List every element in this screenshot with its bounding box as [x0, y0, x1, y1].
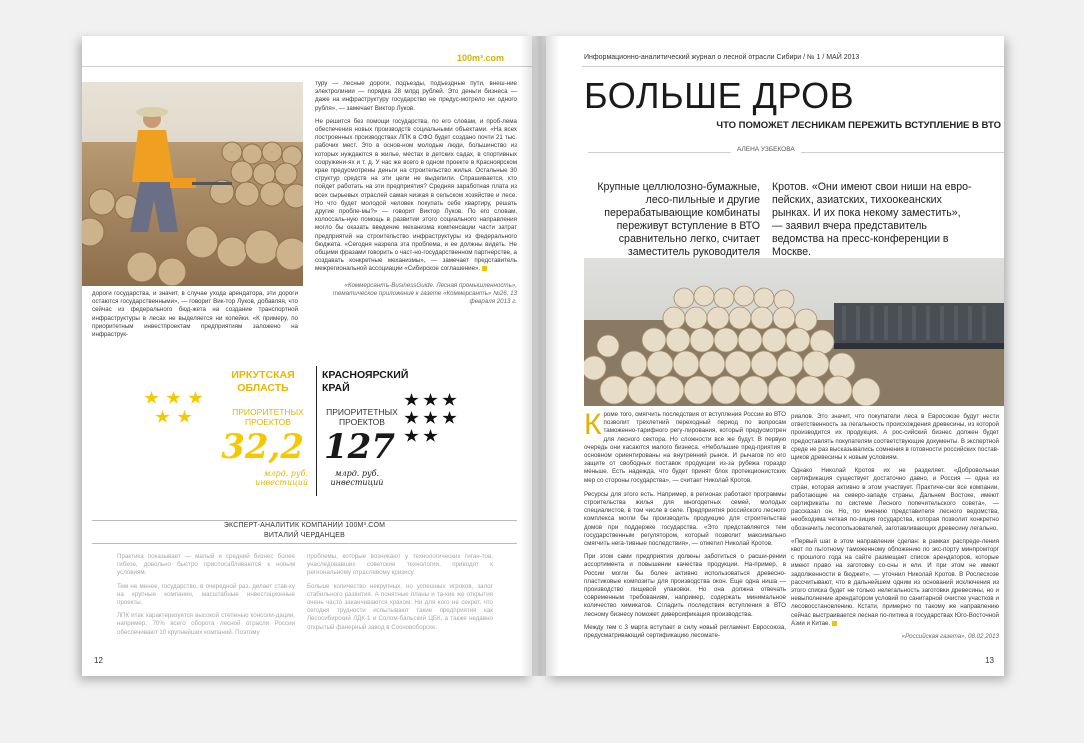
paragraph: Ресурсы для этого есть. Например, в регионах работают программы строительства жилья для многодетных семей, молодых специалистов, в том числе в селе. Предприятия российского лесного комплекса могли бы производить продукцию для строительства домов при поддержке государства. «Это представляется тем государственным регулятором, который позволит максимально смягчить нега-тивные последствия», — отметил Николай Кротов.	[584, 490, 786, 548]
stat-label: ПРИОРИТЕТНЫХ ПРОЕКТОВ	[232, 407, 304, 427]
expert-rule	[92, 520, 517, 521]
paragraph: К роме того, смягчить последствия от вступления России во ВТО позволит трехлетний переходный период по вопросам таможенно-тарифного регу-лирования, который предусмотрен для лесного сектора. Но сложности все же будут. В первую очередь они касаются малого бизнеса. «Небольшие пред-приятия в основном ориентированы на внутренний рынок. И рычагов по его защите от свободных поставок продукции из-за рубежа гораздо меньше. Есть надежда, что будет принят блок протекционистских мер со стороны государства», — считает Николай Кротов.	[584, 408, 786, 484]
source-credit: «Коммерсантъ-BusinessGuide. Лесная промышленность», тематическое приложение к газете «Коммерсантъ» №26, 13 февраля 2013 г.	[332, 281, 517, 306]
left-top-column	[315, 80, 517, 311]
paragraph: дороги государства, и значит, в случае ухода арендатора, эти дороги остаются государственными», — говорит Вик-тор Луков, добавляя, что сейчас из федерального бюд-жета на создание транспортной инфраструктуры в лесах не выделяется ни копейки. «К примеру, по приоритетным инвестпроектам предприятиям заложено на инфраструк-	[92, 290, 298, 339]
timber-yard-photo	[584, 258, 1004, 406]
author-name: АЛЕНА УЗБЕКОВА	[731, 146, 801, 153]
stat-value: 32,2	[221, 427, 304, 467]
source-credit: «Российская газета», 08.02.2013	[901, 633, 999, 641]
freight-wagons	[834, 303, 1004, 349]
star-icon	[404, 411, 419, 425]
paragraph: Тем не менее, государство, в очередной раз, делает став-ку на крупные компании, масштабные инвестиционные проекты.	[117, 582, 295, 607]
left-page	[82, 36, 532, 676]
stat-unit: млрд. руб. инвестиций	[330, 469, 384, 487]
body-column-1	[584, 408, 786, 645]
star-icon	[442, 393, 457, 407]
page-number: 13	[985, 656, 994, 665]
paragraph: проблемы, которые возникают у технологических гиган-тов, унаследовавших советские технологии, приводят к региональному отраслевому кризису.	[307, 553, 493, 577]
star-icon	[404, 393, 419, 407]
star-icon	[423, 429, 438, 443]
paragraph: Однако Николай Кротов их не разделяет. «Добровольная сертификация существует достаточно давно, и Россия — одна из стран, которая активно в этом участвует. Практиче-ски все компании, работающие на северо-западе страны, Дальнем Востоке, имеют сертификаты по системе Лесного попечительского совета», — рассказал он. Но, по мнению представителя лесного ведомства, необходима четкая по-зиция государства, которая позволит конкретно обозначить лесопользователей, заготавливающих древесину легально.	[791, 467, 999, 532]
star-icon	[144, 391, 159, 405]
expert-column-2	[307, 553, 493, 637]
page-number: 12	[94, 656, 103, 665]
paragraph: «Первый шаг в этом направлении сделан: в рамках распреде-ления квот по льготному таможенному обложению по экс-порту минпромторг с прошлого года на сайте размещает список арендаторов, которые имеют право на заготовку со-сны и ели. И при этом не имеют задолженности в бюджет», — уточнил Николай Кротов. В Рослесхозе рассчитывают, что в дальнейшем одним из оснований исключения из этого списка будет не только нелегальность заготовки древесины, но и невыполнение арендатором условий по санитарной очистке участков и лесовосстановлению. Кстати, примерно по такому же направлению сейчас выстраивается лесная по-литика в государствах Юго-Восточной Азии и Китае.	[791, 537, 999, 627]
star-icon	[155, 410, 170, 424]
right-page	[546, 36, 1004, 676]
paragraph: Больше количество некрупных, но успешных игроков, залог стабильного развития. А понятные планы и та-кие же открытия очень часто заканчиваются крахом. Ни для кого не секрет, что сегодня трудности испытывают такие предприятия как Лесосибирский ЛДК-1 и Солом-бальский ЦБК, а также недавно открытый фанерный завод в Сосновоборске.	[307, 582, 493, 631]
irkutsk-stat-block	[140, 369, 308, 499]
star-rating	[144, 391, 216, 431]
star-icon	[166, 391, 181, 405]
header-rule	[82, 66, 532, 67]
header-rule	[582, 66, 1004, 67]
stat-unit: млрд. руб. инвестиций	[255, 469, 308, 487]
expert-rule-2	[92, 543, 517, 544]
article-subtitle: ЧТО ПОМОЖЕТ ЛЕСНИКАМ ПЕРЕЖИТЬ ВСТУПЛЕНИЕ В ВТО	[716, 120, 1001, 131]
star-rating	[404, 393, 476, 453]
star-icon	[423, 393, 438, 407]
expert-title: ЭКСПЕРТ-АНАЛИТИК КОМПАНИИ 100M³.COM	[223, 522, 386, 529]
expert-column-1	[117, 553, 295, 642]
paragraph: ЛПК итак характеризуется высокой степенью консоли-дации, например, 70% всего оборота лесной отрасли России обеспечивают 10 крупнейших компаний. Поэтому	[117, 612, 295, 636]
lead-right: Кротов. «Они имеют свои ниши на евро-пейских, азиатских, тихоокеанских рынках. И их пока некому заместить», — заявил вчера представитель ведомства на пресс-конференции в Москве.	[772, 181, 972, 258]
paragraph: При этом сами предприятия должны заботиться о расши-рении ассортимента и повышении качества продукции. На-пример, в России могли бы более активно использоваться древесно-пластиковые композиты для производства окон. Еще одна ниша — производство пищевой упаковки. Но она должна отвечать современным требованиям, например, содержать минимальное количество химикатов. Сгладить последствия вступления в ВТО лесному бизнесу поможет диверсификация производства.	[584, 553, 786, 618]
drop-cap: К	[584, 408, 602, 441]
paragraph: Не решится без помощи государства, по его словам, и проб-лема обеспечения новых производств социальными объектами. «На всех построенных производствах ЛПК в СФО будет создано почти 21 тыс. рабочих мест. Это в основ-ном молодые люди, большинство из которых нуждаются в жилье, местах в детских садах, в спортивных сооружени-ях и т. д. У нас же всего в одном проекте в Красноярском крае предусмотрены деньги на строительство жилья. Остальные 30 структур средств на эти цели не выделили. Спрашивается, кто пойдет работать на эти предприятия? Средняя заработная плата из всех сырьевых отраслей самая низкая в сельском хозяйстве и лесе. Но что будет молодой человек покупать себе квартиру, решать другие пробле-мы?» — говорит Виктор Луков. По его словам, колоссаль-ную помощь в развитии этого социального направления могло бы оказать введение механизма компенсации части затрат предприятий на строительство инфраструктуры из федерального бюджета. «Сегодня назрела эта проблема, и ее должны видеть. Не общими фразами говорить о част-но-государственном партнерстве, а создавать конкретные механизмы», — замечает представитель межрегиональной ассоциации «Сибирское соглашение».	[315, 117, 517, 273]
body-column-2	[791, 413, 999, 646]
article-title: БОЛЬШЕ ДРОВ	[584, 75, 855, 116]
paragraph: Между тем с 3 марта вступает в силу новый регламент Евросоюза, предусматривающий сертификацию лесомате-	[584, 623, 786, 640]
star-icon	[442, 411, 457, 425]
region-name: КРАСНОЯРСКИЙ КРАЙ	[322, 369, 409, 394]
star-icon	[188, 391, 203, 405]
stat-label: ПРИОРИТЕТНЫХ ПРОЕКТОВ	[326, 407, 398, 427]
brand-logo: 100m³.com	[457, 53, 505, 63]
left-below-photo-column	[92, 290, 298, 344]
paragraph: туру — лесные дороги, подъезды, подъездные пути, внеш-ние электролинии — порядка 28 млрд рублей. Это деньги бизнеса — даже на инфраструктуру государство не предус-мотрело ни одного рубля», — замечает Виктор Луков.	[315, 80, 517, 112]
star-icon	[177, 410, 192, 424]
star-icon	[404, 429, 419, 443]
region-name: ИРКУТСКАЯ ОБЛАСТЬ	[231, 369, 295, 394]
lead-left: Крупные целлюлозно-бумажные, лесо-пильные и другие перерабатывающие комбинаты переживут вступление в ВТО сравнительно легко, считает заместитель руководителя	[597, 181, 760, 258]
paragraph: Практика показывает — малый и средний бизнес более гибкое, довольно быстро приспосабливаются к новым условиям.	[117, 553, 295, 577]
chainsaw-photo	[82, 82, 303, 286]
stat-divider	[316, 366, 317, 496]
journal-header: Информационно-аналитический журнал о лесной отрасли Сибири / № 1 / МАЙ 2013	[584, 54, 860, 61]
star-icon	[423, 411, 438, 425]
stat-value: 127	[324, 427, 395, 467]
expert-name: ВИТАЛИЙ ЧЕРДАНЦЕВ	[263, 532, 346, 539]
paragraph: риалов. Это значит, что покупатели леса в Евросоюзе будут нести ответственность за легальность происхождения древесины, из которой производится их продукция. А рос-сийский бизнес должен будет предоставлять покупателям соответствующие документы. В экспертной среде не раз высказывались сомнения в готовности российских постав-щиков древесины к новым условиям.	[791, 413, 999, 462]
krasnoyarsk-stat-block	[322, 369, 492, 499]
